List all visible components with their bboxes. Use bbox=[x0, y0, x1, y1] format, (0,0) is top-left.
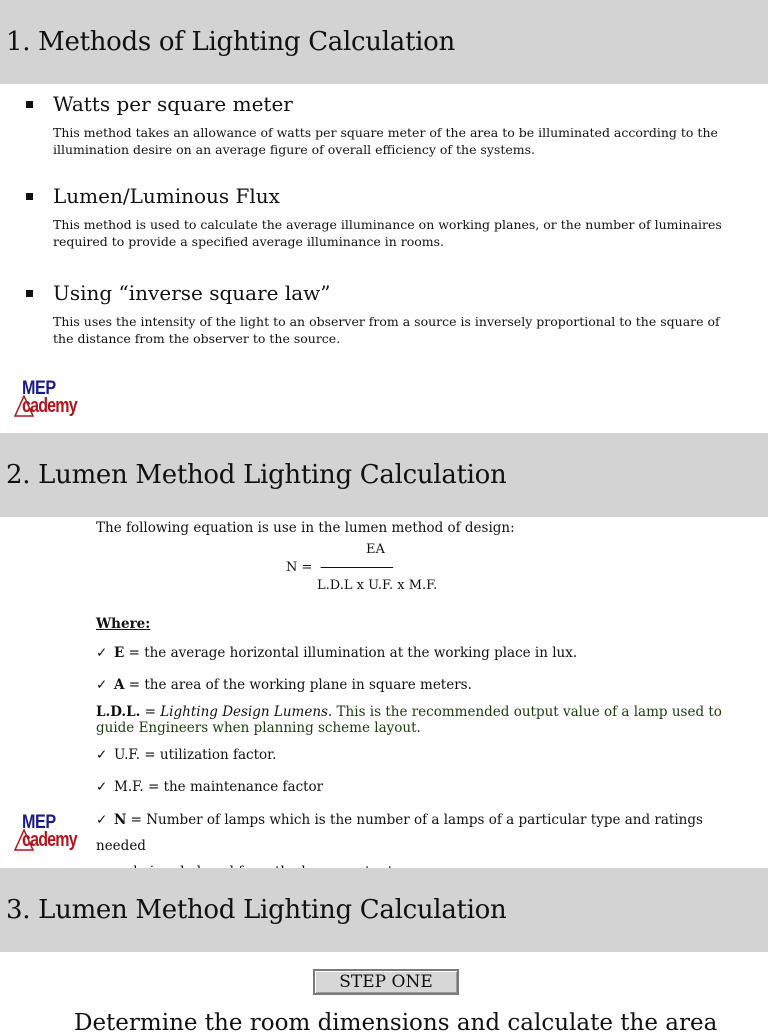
bullet-square-icon bbox=[26, 101, 33, 108]
equation-numerator: EA bbox=[366, 542, 385, 557]
check-icon: ✓ bbox=[96, 677, 108, 693]
bullet-square-icon bbox=[26, 290, 33, 297]
equation-bar: ------------------------- bbox=[320, 560, 393, 575]
step-one-instruction: Determine the room dimensions and calculate the area bbox=[74, 1010, 718, 1036]
check-icon: ✓ bbox=[96, 645, 108, 661]
equation-denominator: L.D.L x U.F. x M.F. bbox=[317, 578, 438, 593]
bullet-square-icon bbox=[26, 193, 33, 200]
equation-lhs: N = bbox=[286, 560, 313, 575]
method-description: This method takes an allowance of watts per square meter of the area to be illuminated according to the illumination desire on an average figure of overall efficiency of the systems. bbox=[53, 125, 718, 157]
equation-intro: The following equation is use in the lumen method of design: bbox=[96, 520, 515, 536]
section-1-header bbox=[0, 0, 768, 84]
check-item-mf: ✓ M.F. = the maintenance factor bbox=[96, 774, 756, 800]
method-heading: Watts per square meter bbox=[53, 92, 293, 116]
logo-mep: MEP bbox=[22, 378, 56, 399]
method-description: This uses the intensity of the light to an observer from a source is inversely proportional to the square of the distance from the observer to the source. bbox=[53, 314, 720, 346]
check-item-a: ✓ A = the area of the working plane in square meters. bbox=[96, 672, 756, 698]
section-2-header bbox=[0, 433, 768, 517]
check-item-n: ✓ N = Number of lamps which is the number of a lamps of a particular type and ratings needed bbox=[96, 807, 756, 885]
method-heading: Using “inverse square law” bbox=[53, 281, 331, 305]
method-heading: Lumen/Luminous Flux bbox=[53, 184, 280, 208]
section-3-title: 3. Lumen Method Lighting Calculation bbox=[6, 895, 507, 925]
step-one-button[interactable]: STEP ONE bbox=[313, 969, 459, 995]
check-icon: ✓ bbox=[96, 779, 108, 795]
check-icon: ✓ bbox=[96, 747, 108, 763]
check-icon: ✓ bbox=[96, 812, 108, 828]
method-description: This method is used to calculate the average illuminance on working planes, or the number of luminaires required to provide a specified average illuminance in rooms. bbox=[53, 217, 722, 249]
method-watts bbox=[24, 92, 744, 158]
where-label: Where: bbox=[96, 616, 151, 632]
section-1-title: 1. Methods of Lighting Calculation bbox=[6, 27, 455, 57]
check-item-e: ✓ E = the average horizontal illumination at the working place in lux. bbox=[96, 640, 756, 666]
mep-academy-logo-2 bbox=[14, 812, 94, 862]
ldl-definition: L.D.L. = Lighting Design Lumens. This is the recommended output value of a lamp used to guide Engineers when planning scheme layout. bbox=[96, 704, 722, 736]
logo-mep: MEP bbox=[22, 812, 56, 833]
section-3-header bbox=[0, 868, 768, 952]
method-lumen bbox=[24, 184, 744, 250]
check-item-uf: ✓ U.F. = utilization factor. bbox=[96, 742, 756, 768]
section-2-title: 2. Lumen Method Lighting Calculation bbox=[6, 460, 507, 490]
logo-academy: cademy bbox=[22, 829, 77, 851]
method-inverse-square bbox=[24, 281, 744, 347]
mep-academy-logo bbox=[14, 378, 94, 428]
logo-academy: cademy bbox=[22, 395, 77, 417]
